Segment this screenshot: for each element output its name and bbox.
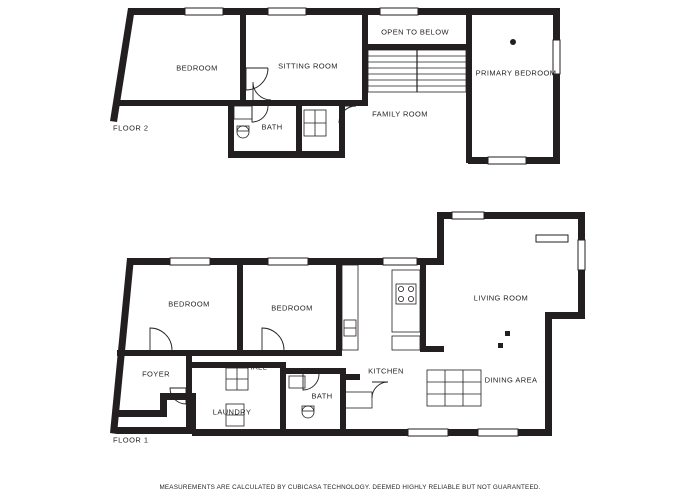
floor2-exterior-walls [110,8,560,164]
room-label-floor2-family-room: FAMILY ROOM [372,109,428,119]
room-label-floor1-bedroom-2: BEDROOM [271,303,313,313]
floor1-windows [170,212,585,436]
floor2-ceiling-fixture-dot [510,39,516,45]
floor2-interior-walls [117,10,472,163]
floor1-bath-fixtures [289,376,372,418]
room-label-floor1-bedroom-1: BEDROOM [168,299,210,309]
floor-1-label: FLOOR 1 [113,435,149,445]
room-label-floor1-kitchen: KITCHEN [368,366,404,376]
floor1-kitchen-fixtures [342,265,420,350]
floor2-stairs [368,50,466,92]
floor-1-group [110,212,585,436]
floor1-laundry-fixtures [226,368,248,426]
room-label-floor1-laundry: LAUNDRY [212,407,252,417]
floor-2-group [110,8,560,164]
floor1-marker-a [505,331,510,336]
room-label-floor1-hall: HALL [246,362,268,372]
room-label-floor2-open-to-below: OPEN TO BELOW [381,27,449,37]
room-label-floor2-primary-bedroom: PRIMARY BEDROOM [475,68,557,78]
floor1-marker-b [498,343,503,348]
room-label-floor2-bedroom: BEDROOM [176,63,218,73]
floor1-exterior-walls [110,212,585,436]
floor1-dining-table [427,370,481,406]
measurement-disclaimer: MEASUREMENTS ARE CALCULATED BY CUBICASA TECHNOLOGY. DEEMED HIGHLY RELIABLE BUT NOT GUARANTEED. [159,484,541,491]
room-label-floor2-bath: BATH [261,122,283,132]
room-label-floor1-foyer: FOYER [142,369,170,379]
room-label-floor2-sitting-room: SITTING ROOM [278,61,338,71]
room-label-floor1-bath: BATH [311,391,333,401]
floor-2-label: FLOOR 2 [113,123,149,133]
room-label-floor1-living-room: LIVING ROOM [473,293,529,303]
room-label-floor1-dining-area: DINING AREA [484,375,538,385]
floor2-bath-fixtures [234,106,326,138]
